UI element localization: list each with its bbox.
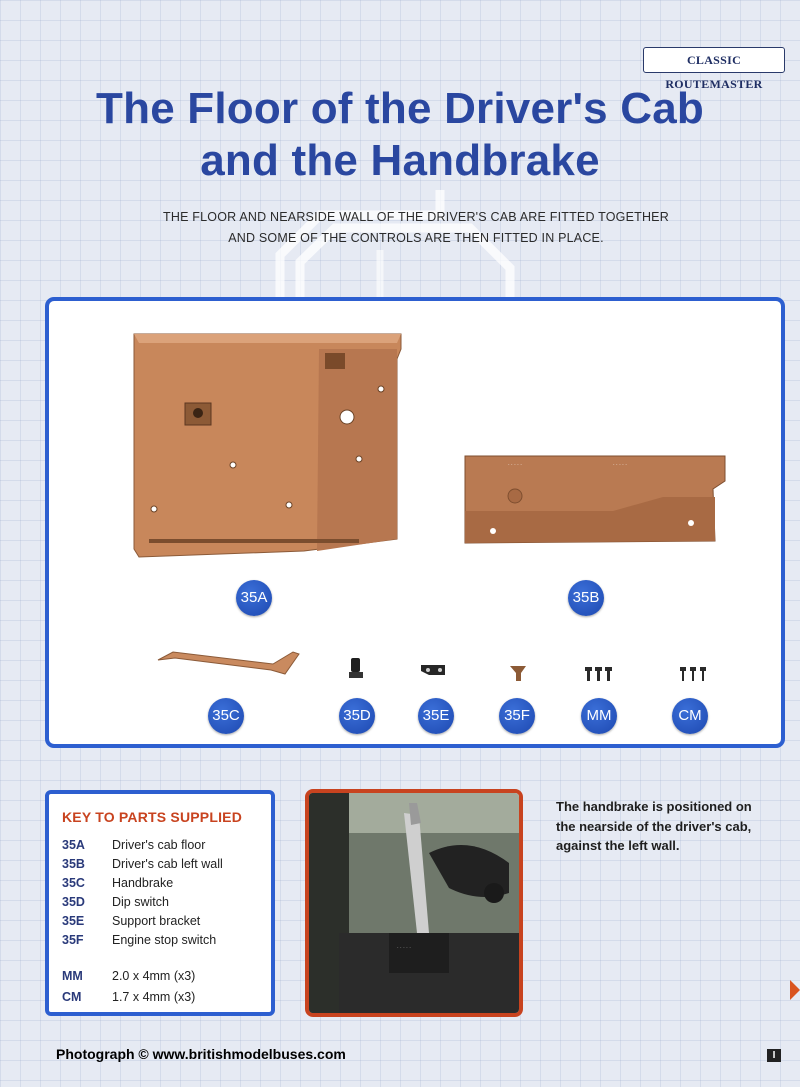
title-line-1: The Floor of the Driver's Cab [96,84,704,133]
page-number: I [767,1049,781,1062]
key-code: 35B [62,857,85,871]
dip-switch-part-image [347,656,367,680]
part-label-cm: CM [672,698,708,734]
cab-wall-part-image [463,451,733,551]
handbrake-photo [305,789,523,1017]
cm-screws-image [677,666,709,682]
fixing-desc: 1.7 x 4mm (x3) [112,990,196,1004]
next-page-arrow-icon [790,980,800,1000]
key-code: 35C [62,876,85,890]
part-label-mm: MM [581,698,617,734]
key-desc: Engine stop switch [112,933,217,947]
key-code: 35A [62,838,85,852]
key-to-parts-box [45,790,275,1016]
cab-floor-part-image [129,329,409,559]
key-desc: Driver's cab floor [112,838,206,852]
svg-text:· · · · ·: · · · · · [613,462,627,468]
page-title [0,83,800,187]
key-code: 35E [62,914,85,928]
intro-line-1: THE FLOOR AND NEARSIDE WALL OF THE DRIVER'S CAB ARE FITTED TOGETHER [163,210,669,224]
key-desc: Driver's cab left wall [112,857,223,871]
key-desc: Support bracket [112,914,201,928]
part-label-35a: 35A [236,580,272,616]
fixing-desc: 2.0 x 4mm (x3) [112,969,196,983]
svg-text:· · · · ·: · · · · · [508,462,522,468]
fixing-code: CM [62,990,82,1004]
mm-screws-image [583,666,615,682]
engine-stop-switch-part-image [507,663,529,685]
part-label-35c: 35C [208,698,244,734]
series-badge: CLASSIC ROUTEMASTER [643,47,785,73]
handbrake-photo-image [309,793,519,1013]
key-desc: Handbrake [112,876,174,890]
key-desc: Dip switch [112,895,169,909]
key-code: 35D [62,895,85,909]
part-label-35e: 35E [418,698,454,734]
photo-caption: The handbrake is positioned on the nearside of the driver's cab, against the left wall. [556,799,752,853]
intro-line-2: AND SOME OF THE CONTROLS ARE THEN FITTED IN PLACE. [228,231,604,245]
title-line-2: and the Handbrake [200,136,600,185]
fixing-code: MM [62,969,83,983]
intro-text [0,207,800,249]
part-label-35b: 35B [568,580,604,616]
handbrake-part-image [153,644,303,684]
support-bracket-part-image [419,661,449,681]
svg-text:· · · · ·: · · · · · [397,945,411,951]
key-title: KEY TO PARTS SUPPLIED [62,809,243,825]
key-code: 35F [62,933,84,947]
part-label-35d: 35D [339,698,375,734]
photo-credit: Photograph © www.britishmodelbuses.com [56,1046,346,1062]
parts-panel [45,297,785,748]
part-label-35f: 35F [499,698,535,734]
